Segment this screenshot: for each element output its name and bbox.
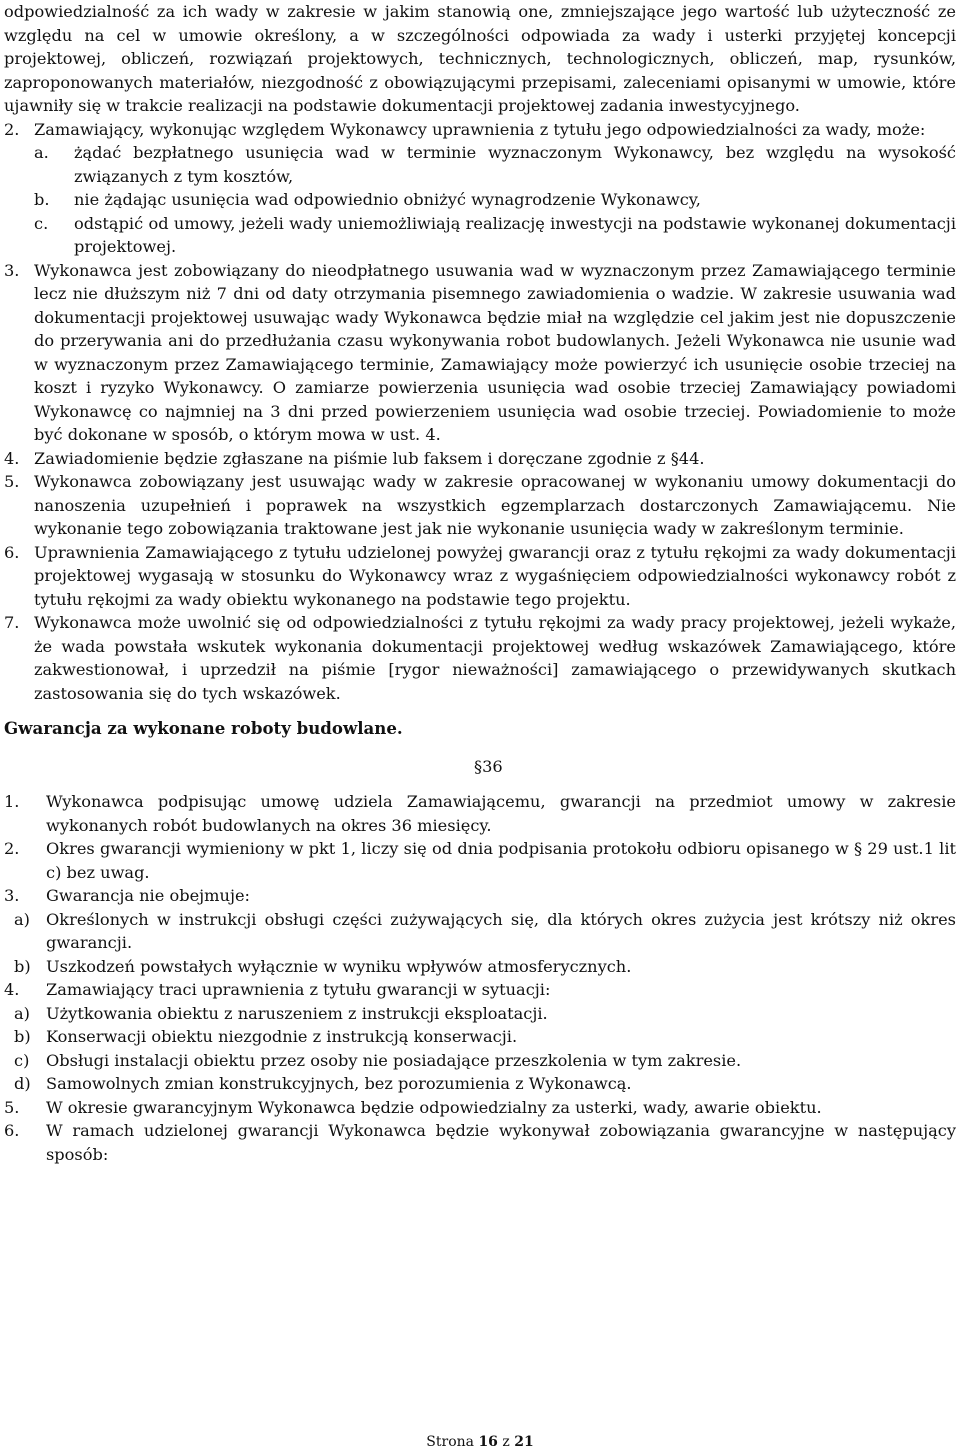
item-text: Zamawiający traci uprawnienia z tytułu gwarancji w sytuacji: bbox=[46, 980, 551, 999]
sub-item bbox=[4, 141, 956, 188]
item-text: Wykonawca podpisując umowę udziela Zamawiającemu, gwarancji na przedmiot umowy w zakresie wykonanych robót budowlanych na okres 36 miesięcy. bbox=[46, 792, 956, 835]
item-number: 1. bbox=[4, 792, 20, 811]
footer-separator: z bbox=[502, 1434, 510, 1450]
list-item bbox=[4, 1096, 956, 1120]
sub-item-text: Określonych w instrukcji obsługi części zużywających się, dla których okres zużycia jest krótszy niż okres gwarancji. bbox=[46, 909, 956, 952]
sub-item-text: Obsługi instalacji obiektu przez osoby nie posiadające przeszkolenia w tym zakresie. bbox=[46, 1050, 742, 1070]
item-text: Wykonawca zobowiązany jest usuwając wady w zakresie opracowanej w wykonaniu umowy dokumentacji do nanoszenia uzupełnień i poprawek na wszystkich egzemplarzach dostarczonych Zamawiającemu. Nie wykonanie tego zobowiązania traktowane jest jak nie wykonanie usunięcia wady w zakreślonym terminie. bbox=[34, 472, 956, 538]
sub-item-letter: c. bbox=[34, 213, 49, 233]
item-number: 3. bbox=[4, 886, 20, 905]
list-item bbox=[4, 118, 956, 142]
item-text: Uprawnienia Zamawiającego z tytułu udzielonej powyżej gwarancji oraz z tytułu rękojmi za wady dokumentacji projektowej wygasają w stosunku do Wykonawcy wraz z wygaśnięciem odpowiedzialności wykonawcy robót z tytułu rękojmi za wady obiektu wykonanego na podstawie tego projektu. bbox=[34, 542, 956, 609]
list-item bbox=[4, 259, 956, 447]
sub-item-letter: a) bbox=[14, 1003, 30, 1023]
sub-item bbox=[4, 1072, 956, 1096]
footer-prefix: Strona bbox=[426, 1434, 474, 1450]
page-footer bbox=[0, 1434, 960, 1450]
sub-item-text: Samowolnych zmian konstrukcyjnych, bez porozumienia z Wykonawcą. bbox=[46, 1074, 632, 1093]
sub-item bbox=[4, 908, 956, 955]
item-number: 5. bbox=[4, 472, 20, 491]
item-number: 3. bbox=[4, 260, 20, 280]
intro-paragraph: odpowiedzialność za ich wady w zakresie w jakim stanowią one, zmniejszające jego wartość lub użyteczność ze względu na cel w umowie określony, a w szczególności odpowiada za wady i usterki przyjętej koncepcji projektowej, obliczeń, rozwiązań projektowych, technicznych, technologicznych, obliczeń, map, rysunków, zaproponowanych materiałów, niezgodność z obowiązującymi przepisami, zaleceniami opisanymi w umowie, które ujawniły się w trakcie realizacji na podstawie dokumentacji projektowej zadania inwestycyjnego. bbox=[4, 2, 956, 115]
section-warranty-list bbox=[4, 790, 956, 1166]
item-text: W ramach udzielonej gwarancji Wykonawca będzie wykonywał zobowiązania gwarancyjne w następujący sposób: bbox=[46, 1121, 956, 1164]
list-item bbox=[4, 611, 956, 705]
section-liability-list bbox=[4, 118, 956, 706]
sub-item-letter: a) bbox=[14, 909, 30, 929]
sub-item-text: żądać bezpłatnego usunięcia wad w terminie wyznaczonym Wykonawcy, bez względu na wysokość związanych z tym kosztów, bbox=[74, 143, 956, 186]
list-item bbox=[4, 790, 956, 837]
sub-item-letter: c) bbox=[14, 1050, 30, 1070]
item-text: Gwarancja nie obejmuje: bbox=[46, 886, 250, 905]
sub-item-text: Konserwacji obiektu niezgodnie z instrukcją konserwacji. bbox=[46, 1027, 518, 1046]
sub-item-text: nie żądając usunięcia wad odpowiednio obniżyć wynagrodzenie Wykonawcy, bbox=[74, 190, 701, 209]
list-item bbox=[4, 978, 956, 1002]
sub-item bbox=[4, 1025, 956, 1049]
list-item bbox=[4, 837, 956, 884]
item-text: Wykonawca jest zobowiązany do nieodpłatnego usuwania wad w wyznaczonym przez Zamawiającego terminie lecz nie dłuższym niż 7 dni od daty otrzymania pisemnego zawiadomienia o wadzie. W zakresie usuwania wad dokumentacji projektowej usuwając wady Wykonawca będzie miał na względzie cel jakim jest nie dopuszczenie do przerywania ani do przedłużania czasu wykonywania robot budowlanych. Jeżeli Wykonawca nie usunie wad w wyznaczonym przez Zamawiającego terminie, Zamawiający może powierzyć ich usunięcie osobie trzeciej na koszt i ryzyko Wykonawcy. O zamiarze powierzenia usunięcia wad osobie trzeciej Zamawiający powiadomi Wykonawcę co najmniej na 3 dni przed powierzeniem usunięcia wad osobie trzeciej. Powiadomienie to może być dokonane w sposób, o którym mowa w ust. 4. bbox=[34, 260, 956, 444]
footer-total-pages: 21 bbox=[514, 1434, 534, 1450]
list-item bbox=[4, 884, 956, 908]
sub-item bbox=[4, 1049, 956, 1073]
item-number: 6. bbox=[4, 542, 20, 562]
sub-item-text: Użytkowania obiektu z naruszeniem z instrukcji eksploatacji. bbox=[46, 1003, 548, 1023]
footer-page-number: 16 bbox=[478, 1434, 498, 1450]
section-heading: Gwarancja za wykonane roboty budowlane. bbox=[4, 718, 403, 738]
item-text: Wykonawca może uwolnić się od odpowiedzialności z tytułu rękojmi za wady pracy projektowej, jeżeli wykaże, że wada powstała wskutek wykonania dokumentacji projektowej według wskazówek Zamawiającego, które zakwestionował, i uprzedził na piśmie [rygor nieważności] zamawiającego o przewidywanych skutkach zastosowania się do tych wskazówek. bbox=[34, 613, 956, 703]
item-text: Zawiadomienie będzie zgłaszane na piśmie lub faksem i doręczane zgodnie z §44. bbox=[34, 448, 705, 468]
sub-item bbox=[4, 212, 956, 259]
item-text: W okresie gwarancyjnym Wykonawca będzie odpowiedzialny za usterki, wady, awarie obiektu. bbox=[46, 1097, 822, 1117]
item-number: 6. bbox=[4, 1121, 20, 1140]
item-number: 2. bbox=[4, 119, 20, 139]
sub-item bbox=[4, 188, 956, 212]
list-item bbox=[4, 470, 956, 541]
sub-item bbox=[4, 955, 956, 979]
item-number: 7. bbox=[4, 613, 20, 632]
sub-item-letter: b) bbox=[14, 956, 31, 976]
list-item bbox=[4, 1119, 956, 1166]
item-number: 2. bbox=[4, 839, 20, 858]
sub-item-text: odstąpić od umowy, jeżeli wady uniemożliwiają realizację inwestycji na podstawie wykonanej dokumentacji projektowej. bbox=[74, 213, 956, 256]
sub-item-text: Uszkodzeń powstałych wyłącznie w wyniku wpływów atmosferycznych. bbox=[46, 956, 632, 976]
sub-item-letter: b. bbox=[34, 190, 50, 209]
item-number: 5. bbox=[4, 1097, 20, 1117]
sub-item bbox=[4, 1002, 956, 1026]
paragraph-number: §36 bbox=[474, 756, 503, 776]
item-number: 4. bbox=[4, 448, 20, 468]
list-item bbox=[4, 541, 956, 612]
item-text: Zamawiający, wykonując względem Wykonawcy uprawnienia z tytułu jego odpowiedzialności za wady, może: bbox=[34, 119, 926, 139]
sub-item-letter: d) bbox=[14, 1074, 31, 1093]
item-number: 4. bbox=[4, 980, 20, 999]
item-text: Okres gwarancji wymieniony w pkt 1, liczy się od dnia podpisania protokołu odbioru opisanego w § 29 ust.1 lit c) bez uwag. bbox=[46, 839, 956, 882]
sub-item-letter: b) bbox=[14, 1027, 31, 1046]
sub-item-letter: a. bbox=[34, 143, 49, 162]
list-item bbox=[4, 447, 956, 471]
